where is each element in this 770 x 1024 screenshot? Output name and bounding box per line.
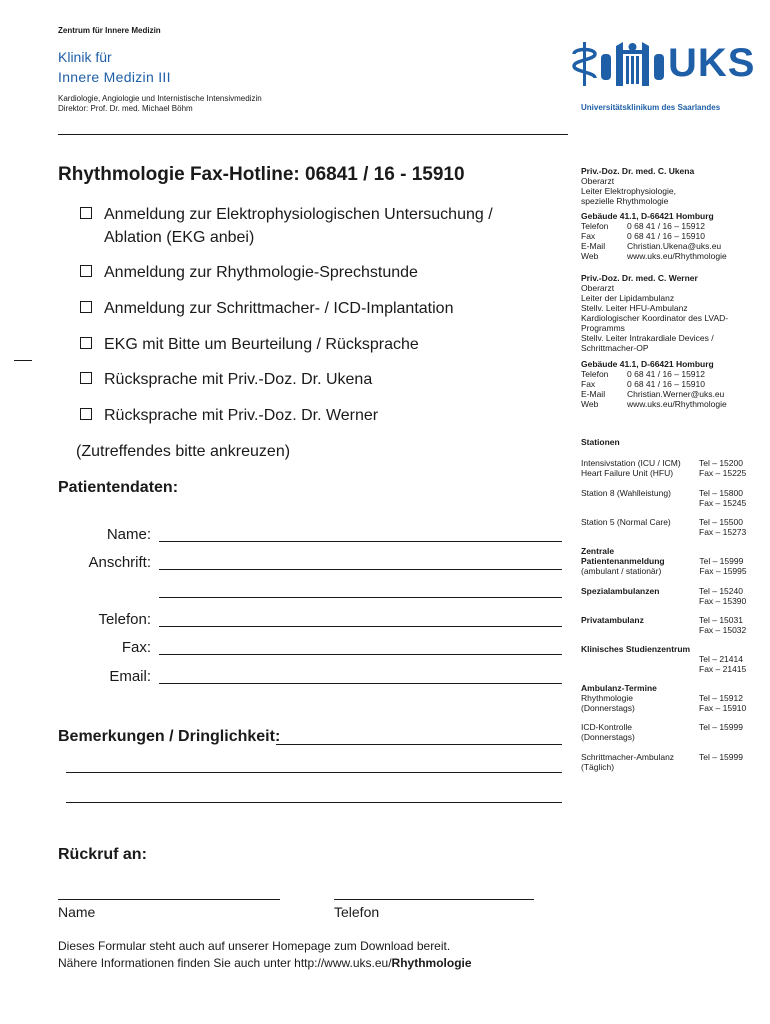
option-werner[interactable]: Rücksprache mit Priv.-Doz. Dr. Werner <box>80 405 378 427</box>
station-icu: Intensivstation (ICU / ICM) Heart Failure Unit (HFU) Tel – 15200 Fax – 15225 <box>581 458 747 478</box>
remarks-field-2[interactable] <box>66 772 562 773</box>
phone-field[interactable] <box>159 626 562 627</box>
form-title: Rhythmologie Fax-Hotline: 06841 / 16 - 15910 <box>58 164 465 185</box>
center-name: Zentrum für Innere Medizin <box>58 26 161 35</box>
margin-mark <box>14 360 32 361</box>
patient-heading: Patientendaten: <box>58 479 179 496</box>
logo-subtitle: Universitätsklinikum des Saarlandes <box>581 103 721 112</box>
address-label: Anschrift: <box>88 554 151 571</box>
name-label: Name: <box>106 526 151 543</box>
name-field[interactable] <box>159 541 562 542</box>
option-ep-study-line2: Ablation (EKG anbei) <box>104 229 255 246</box>
header-rule <box>58 134 568 135</box>
checkbox[interactable] <box>80 207 92 219</box>
callback-heading: Rückruf an: <box>58 846 147 863</box>
option-pacemaker-icd[interactable]: Anmeldung zur Schrittmacher- / ICD-Implantation <box>80 298 453 320</box>
callback-phone-label: Telefon <box>334 904 380 920</box>
doctor-ukena-block: Priv.-Doz. Dr. med. C. Ukena Oberarzt Leiter Elektrophysiologie, spezielle Rhythmologie Gebäude 41.1, D-66421 Homburg Telefon 0 68 41 / 16 – 15912 Fax 0 68 41 / 16 – 15910 E-Mail Christian.Ukena@uks.eu Web www.uks.eu/Rhythmologie <box>581 166 727 261</box>
stations-title: Stationen <box>581 437 620 447</box>
email-label: Email: <box>109 668 151 685</box>
option-rhythm-consult[interactable]: Anmeldung zur Rhythmologie-Sprechstunde <box>80 262 418 284</box>
station-5: Station 5 (Normal Care) Tel – 15500 Fax – 15273 <box>581 517 747 537</box>
phone-label: Telefon: <box>98 611 151 628</box>
option-ukena[interactable]: Rücksprache mit Priv.-Doz. Dr. Ukena <box>80 369 372 391</box>
checkbox[interactable] <box>80 337 92 349</box>
station-8: Station 8 (Wahlleistung) Tel – 15800 Fax – 15245 <box>581 488 747 508</box>
address-field[interactable] <box>159 569 562 570</box>
remarks-field[interactable] <box>276 744 562 745</box>
pacemaker-clinic: Schrittmacher-Ambulanz (Täglich) Tel – 15999 <box>581 752 743 772</box>
callback-phone-field[interactable] <box>334 899 534 900</box>
doctor-name: Priv.-Doz. Dr. med. C. Werner <box>581 273 698 283</box>
director-line: Direktor: Prof. Dr. med. Michael Böhm <box>58 104 193 113</box>
option-ecg-review[interactable]: EKG mit Bitte um Beurteilung / Rücksprache <box>80 334 419 356</box>
klinik-line1: Klinik für <box>58 49 112 65</box>
callback-name-field[interactable] <box>58 899 280 900</box>
building: Gebäude 41.1, D-66421 Homburg <box>581 211 714 221</box>
checkbox[interactable] <box>80 301 92 313</box>
fax-field[interactable] <box>159 654 562 655</box>
callback-name-label: Name <box>58 904 96 920</box>
department-subtitle: Kardiologie, Angiologie und Internistische Intensivmedizin <box>58 94 262 103</box>
address-field-2[interactable] <box>159 597 562 598</box>
central-registration: Zentrale Patientenanmeldung (ambulant / stationär) Tel – 15999 Fax – 15995 <box>581 546 747 576</box>
footer-download-note: Dieses Formular steht auch auf unserer Homepage zum Download bereit. <box>58 939 451 953</box>
footer-info-note: Nähere Informationen finden Sie auch unter http://www.uks.eu/Rhythmologie <box>58 956 472 970</box>
doctor-name: Priv.-Doz. Dr. med. C. Ukena <box>581 166 695 176</box>
remarks-field-3[interactable] <box>66 802 562 803</box>
checkbox[interactable] <box>80 372 92 384</box>
checkbox[interactable] <box>80 408 92 420</box>
option-ep-study[interactable]: Anmeldung zur Elektrophysiologischen Untersuchung / <box>80 204 493 226</box>
appointments: Ambulanz-Termine Rhythmologie (Donnerstags) Tel – 15912 Fax – 15910 <box>581 683 747 713</box>
private-clinic: Privatambulanz Tel – 15031 Fax – 15032 <box>581 615 747 635</box>
remarks-label: Bemerkungen / Dringlichkeit: <box>58 728 281 745</box>
footer-link[interactable]: Rhythmologie <box>391 956 472 970</box>
checkbox[interactable] <box>80 265 92 277</box>
klinik-line2: Innere Medizin III <box>58 69 171 85</box>
study-center: Klinisches Studienzentrum Tel – 21414 Fax – 21415 <box>581 644 747 674</box>
building: Gebäude 41.1, D-66421 Homburg <box>581 359 714 369</box>
hint-text: (Zutreffendes bitte ankreuzen) <box>76 443 291 460</box>
fax-label: Fax: <box>121 639 151 656</box>
doctor-werner-block: Priv.-Doz. Dr. med. C. Werner Oberarzt Leiter der Lipidambulanz Stellv. Leiter HFU-Ambulanz Kardiologischer Koordinator des LVAD- Programms Stellv. Leiter Intrakardiale Devices / Schrittmacher-OP Gebäude 41.1, D-66421 Homburg Telefon 0 68 41 / 16 – 15912 Fax 0 68 41 / 16 – 15910 E-Mail Christian.Werner@uks.eu Web www.uks.eu/Rhythmologie <box>581 273 729 409</box>
email-field[interactable] <box>159 683 562 684</box>
special-clinics: Spezialambulanzen Tel – 15240 Fax – 15390 <box>581 586 747 606</box>
icd-control: ICD-Kontrolle (Donnerstags) Tel – 15999 <box>581 722 743 742</box>
logo-text: UKS <box>668 41 756 85</box>
